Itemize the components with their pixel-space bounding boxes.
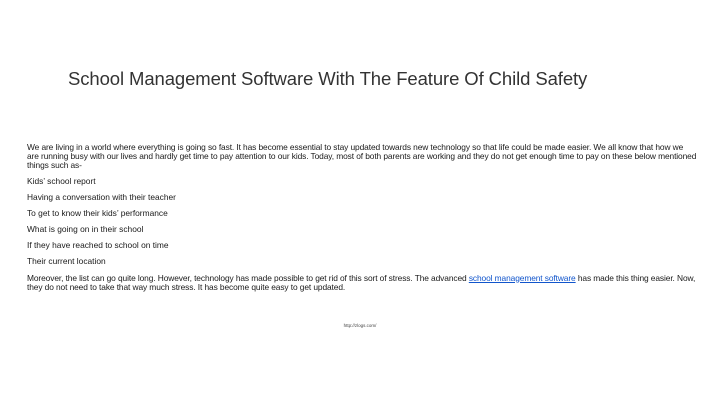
list-item: Their current location — [27, 256, 106, 267]
closing-text-after-link: has made this thing easier. Now, they do not need to take that way much stress. It has become quite easy to get updated. — [27, 272, 696, 292]
list-item: Kids’ school report — [27, 176, 96, 186]
closing-paragraph — [27, 274, 697, 292]
footer-url: http://zlogs.com/ — [343, 323, 377, 328]
list-item: What is going on in their school — [27, 224, 144, 235]
intro-paragraph: We are living in a world where everything is going so fast. It has become essential to stay updated towards new technology so that life could be made easier. We all know that how we are running busy with our lives and hardly get time to pay attention to our kids. Today, most of both parents are working and they do not get enough time to pay on these below mentioned things such as- — [27, 142, 697, 170]
list-item: To get to know their kids’ performance — [27, 208, 168, 219]
closing-text-before-link: Moreover, the list can go quite long. However, technology has made possible to get rid of this sort of stress. The advanced — [27, 272, 469, 283]
list-item: If they have reached to school on time — [27, 240, 169, 251]
slide-title: School Management Software With The Feature Of Child Safety — [68, 68, 588, 89]
slide-body — [27, 143, 697, 299]
list-item: Having a conversation with their teacher — [27, 192, 176, 203]
school-management-software-link[interactable]: school management software — [468, 272, 576, 283]
